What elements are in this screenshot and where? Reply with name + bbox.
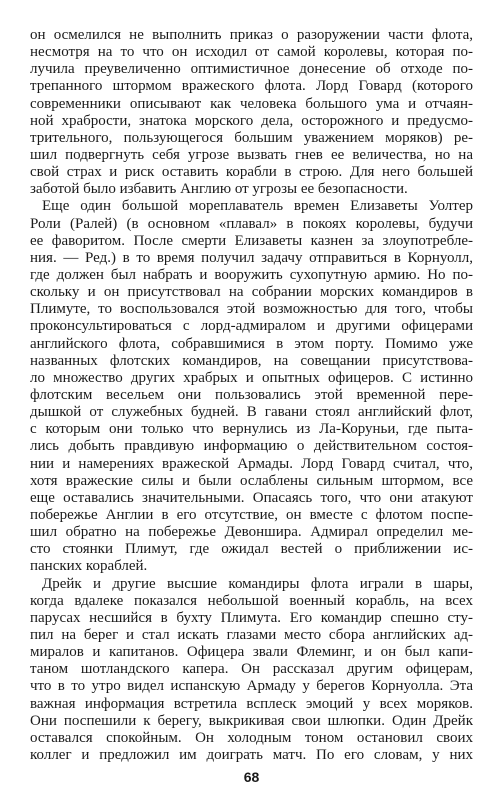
text-line: с которым они только что вернулись из Ла-Коруньи, где пыта-	[30, 421, 473, 438]
text-line: названных флотских командиров, на совещании присутствова-	[30, 352, 473, 369]
text-line: дышкой от служебных будней. В гавани стоял английский флот,	[30, 404, 473, 421]
text-line: трепанного штормом вражеского флота. Лорд Говард (которого	[30, 78, 473, 95]
text-line: Дрейк и другие высшие командиры флота играли в шары,	[42, 575, 473, 592]
text-line: таном шотландского капера. Он рассказал другим офицерам,	[30, 661, 473, 678]
text-line: важная информация встретила всплеск эмоций у всех моряков.	[30, 695, 473, 712]
text-line: лись добыть правдивую информацию о действительном состоя-	[30, 438, 473, 455]
text-line: заботой было избавить Англию от угрозы ее безопасности.	[30, 181, 408, 198]
page-number: 68	[243, 769, 260, 785]
book-page	[30, 26, 473, 786]
text-line: Еще один большой мореплаватель времен Елизаветы Уолтер	[42, 198, 473, 215]
text-line: ния. — Ред.) в то время получил задачу отправиться в Корнуолл,	[30, 249, 473, 266]
text-line: скольку и он присутствовал на собрании морских командиров в	[30, 284, 473, 301]
text-line: где должен был набрать и вооружить сухопутную армию. Но по-	[30, 267, 473, 283]
text-line: еще оставались значительными. Опасаясь того, что они атакуют	[30, 489, 473, 506]
text-line: что в то утро видел испанскую Армаду у берегов Корнуолла. Эта	[30, 678, 473, 695]
text-line: побережье Англии в его отсутствие, он вместе с флотом поспе-	[30, 507, 473, 523]
text-line: ной храбрости, знатока морского дела, осторожного и предусмо-	[30, 112, 473, 129]
text-line: когда вдалеке показался небольшой военный корабль, на всех	[30, 592, 473, 609]
text-line: миралов и капитанов. Офицера звали Флеминг, и он был капи-	[30, 644, 473, 661]
text-line: парусах несшийся в бухту Плимута. Его командир спешно сту-	[30, 609, 473, 626]
text-line: пил на берег и стал искать глазами место сбора английских ад-	[30, 627, 473, 643]
text-line: Плимуте, то воспользовался этой возможностью для того, чтобы	[30, 301, 473, 318]
text-line: ее фаворитом. После смерти Елизаветы казнен за злоупотребле-	[30, 232, 473, 249]
text-line: Роли (Ралей) (в основном «плавал» в покоях королевы, будучи	[30, 215, 473, 232]
text-line: хотя вражеские силы и были ослаблены сильным штормом, все	[30, 472, 473, 489]
text-line: свой страх и риск оставить корабли в строю. Для него большей	[30, 164, 473, 181]
text-line: трительного, пользующегося большим уважением моряков) ре-	[30, 129, 473, 146]
text-line: шил обратно на побережье Девоншира. Адмирал определил ме-	[30, 524, 473, 541]
text-line: он осмелился не выполнить приказ о разоружении части флота,	[30, 27, 473, 43]
text-line: сто стоянки Плимут, где ожидал вестей о приближении ис-	[30, 541, 473, 558]
text-line: проконсультироваться с лорд-адмиралом и другими офицерами	[30, 318, 473, 335]
text-line: коллег и предложил им доиграть матч. По его словам, у них	[30, 747, 473, 763]
text-line: шил подвергнуть себя угрозе вызвать гнев ее величества, но на	[30, 147, 473, 163]
text-line: флотским весельем они пользовались этой временной пере-	[30, 387, 473, 403]
text-line: нии и намерениях вражеской Армады. Лорд Говард считал, что,	[30, 455, 473, 472]
text-line: ло множество других храбрых и опытных офицеров. С истинно	[30, 369, 473, 386]
text-line: несмотря на то что он исходил от самой королевы, которая по-	[30, 44, 473, 61]
text-line: панских кораблей.	[30, 558, 148, 575]
text-line: английского флота, собравшимися в этом порту. Помимо уже	[30, 335, 473, 352]
text-line: Они поспешили к берегу, выкрикивая свои шлюпки. Один Дрейк	[30, 712, 473, 729]
text-line: лучила преувеличенно оптимистичное донесение об отходе по-	[30, 61, 473, 78]
text-line: оставался спокойным. Он холодным тоном остановил своих	[30, 729, 473, 746]
text-line: современники описывают как человека большого ума и отчаян-	[30, 95, 473, 112]
